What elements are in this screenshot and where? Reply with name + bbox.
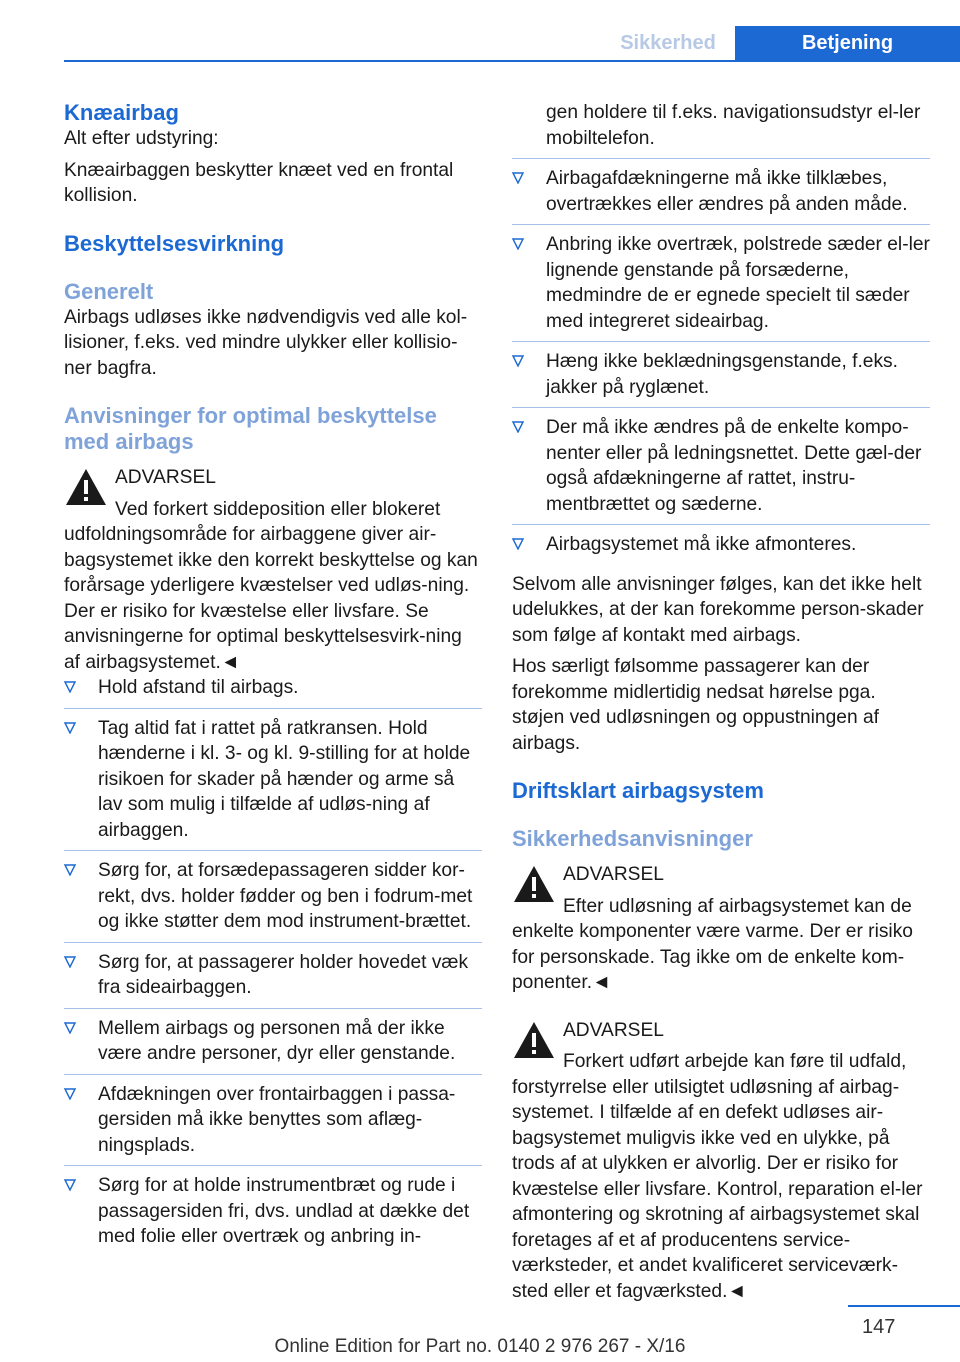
list-item-continuation: gen holdere til f.eks. navigationsudstyr el-ler mobiltelefon. xyxy=(512,100,930,159)
protection-heading: Beskyttelsesvirkning xyxy=(64,230,285,256)
warning-text: Forkert udført arbejde kan føre til udfald, forstyrrelse eller utilsigtet udløsning af airbag-systemet. I tilfælde af en defekt udløses air-bagsystemet muligvis ikke ved en ulykke, på trods af at ulykken er alvorlig. Der er risiko for kvæstelse eller livsfare. Kontrol, reparation el-ler afmontering og skrotning af airbagsystemet skal foretages af et af producentens service-værksteder, et andet kvalificeret serviceværk-sted eller et fagværksted.◄ xyxy=(512,1051,923,1302)
list-item: Afdækningen over frontairbaggen i passa-gersiden må ikke benyttes som aflæg-ningsplads. xyxy=(64,1082,482,1167)
triangle-bullet-icon xyxy=(512,538,524,550)
triangle-bullet-icon xyxy=(64,1022,76,1034)
list-item: Airbagsystemet må ikke afmonteres. xyxy=(512,532,930,565)
page-number: 147 xyxy=(862,1316,896,1338)
knee-airbag-subtitle: Alt efter udstyring: xyxy=(64,128,219,149)
general-text: Airbags udløses ikke nødvendigvis ved alle kol-lisioner, f.eks. ved mindre ulykker eller kollisio-ner bagfra. xyxy=(64,306,468,379)
footer-rule xyxy=(848,1305,960,1307)
header-tabs xyxy=(601,26,960,61)
list-item: Der må ikke ændres på de enkelte kompo-nenter eller på ledningsnettet. Dette gæl-der også afdækningerne af rattet, instru-mentbrættet og sæderne. xyxy=(512,415,930,525)
ready-airbag-heading: Driftsklart airbagsystem xyxy=(512,778,764,803)
warning-icon xyxy=(512,864,556,904)
triangle-bullet-icon xyxy=(512,421,524,433)
warning-label: ADVARSEL xyxy=(115,467,216,488)
list-item: Hæng ikke beklædningsgenstande, f.eks. jakker på ryglænet. xyxy=(512,349,930,408)
paragraph-hearing: Hos særligt følsomme passagerer kan der forekomme midlertidig nedsat hørelse pga. støjen ved udløsningen og oppustningen af airbags. xyxy=(512,656,879,754)
list-item: Tag altid fat i rattet på ratkransen. Hold hænderne i kl. 3- og kl. 9-stilling for at holde risikoen for skader på hænder og arme så lav som mulig i tilfælde af udløs-ning af airbaggen. xyxy=(64,716,482,852)
warning-text: Ved forkert siddeposition eller blokeret udfoldningsområde for airbaggene giver air-bagsystemet ikke den korrekt beskyttelse og kan forårsage yderligere kvæstelser ved udløs-ning. Der er risiko for kvæstelse eller livsfare. Se anvisningerne for optimal beskyttelsesvirk-ning af airbagsystemet.◄ xyxy=(64,498,478,673)
list-item: Airbagafdækningerne må ikke tilklæbes, overtrækkes eller ændres på anden måde. xyxy=(512,166,930,225)
edition-footer: Online Edition for Part no. 0140 2 976 267 - X/16 xyxy=(274,1336,686,1357)
warning-text: Efter udløsning af airbagsystemet kan de enkelte komponenter være varme. Der er risiko for personskade. Tag ikke om de enkelte kom-ponenter.◄ xyxy=(512,895,913,993)
warning-icon xyxy=(512,1020,556,1060)
right-column xyxy=(512,100,930,1304)
list-item: Sørg for at holde instrumentbræt og rude i passagersiden fri, dvs. undlad at dække det med folie eller overtræk og anbring in- xyxy=(64,1173,482,1257)
instructions-heading: Anvisninger for optimal beskyttelse med airbags xyxy=(64,403,437,454)
list-item: Anbring ikke overtræk, polstrede sæder el-ler lignende genstande på forsæderne, medmindre de er egnede specielt til sæder med integreret sideairbag. xyxy=(512,232,930,342)
triangle-bullet-icon xyxy=(512,172,524,184)
triangle-bullet-icon xyxy=(64,722,76,734)
list-item: Sørg for, at passagerer holder hovedet væk fra sideairbaggen. xyxy=(64,950,482,1009)
tab-sikkerhed[interactable]: Sikkerhed xyxy=(620,32,716,54)
warning-box xyxy=(512,862,930,996)
safety-instructions-heading: Sikkerhedsanvisninger xyxy=(512,826,753,851)
warning-box xyxy=(512,1018,930,1305)
general-heading: Generelt xyxy=(64,278,154,304)
warning-icon xyxy=(64,467,108,507)
paragraph-contact-injury: Selvom alle anvisninger følges, kan det ikke helt udelukkes, at der kan forekomme person-skader som følge af kontakt med airbags. xyxy=(512,573,924,646)
list-item: Sørg for, at forsædepassageren sidder kor-rekt, dvs. holder fødder og ben i fodrum-met og ikke støtter dem mod instrument-brættet. xyxy=(64,858,482,943)
list-item: Mellem airbags og personen må der ikke være andre personer, dyr eller genstande. xyxy=(64,1016,482,1075)
triangle-bullet-icon xyxy=(64,956,76,968)
left-column xyxy=(64,100,482,1264)
triangle-bullet-icon xyxy=(512,238,524,250)
triangle-bullet-icon xyxy=(64,681,76,693)
warning-box xyxy=(64,465,482,675)
warning-label: ADVARSEL xyxy=(563,1019,664,1041)
triangle-bullet-icon xyxy=(512,355,524,367)
knee-airbag-heading: Knæairbag xyxy=(64,100,179,125)
triangle-bullet-icon xyxy=(64,1179,76,1191)
list-item: Hold afstand til airbags. xyxy=(64,675,482,709)
knee-airbag-text: Knæairbaggen beskytter knæet ved en frontal kollision. xyxy=(64,159,454,206)
triangle-bullet-icon xyxy=(64,864,76,876)
left-bullet-list xyxy=(64,675,482,1257)
right-bullet-list xyxy=(512,100,930,565)
tab-betjening[interactable]: Betjening xyxy=(735,26,960,61)
warning-label: ADVARSEL xyxy=(563,864,664,885)
triangle-bullet-icon xyxy=(64,1088,76,1100)
